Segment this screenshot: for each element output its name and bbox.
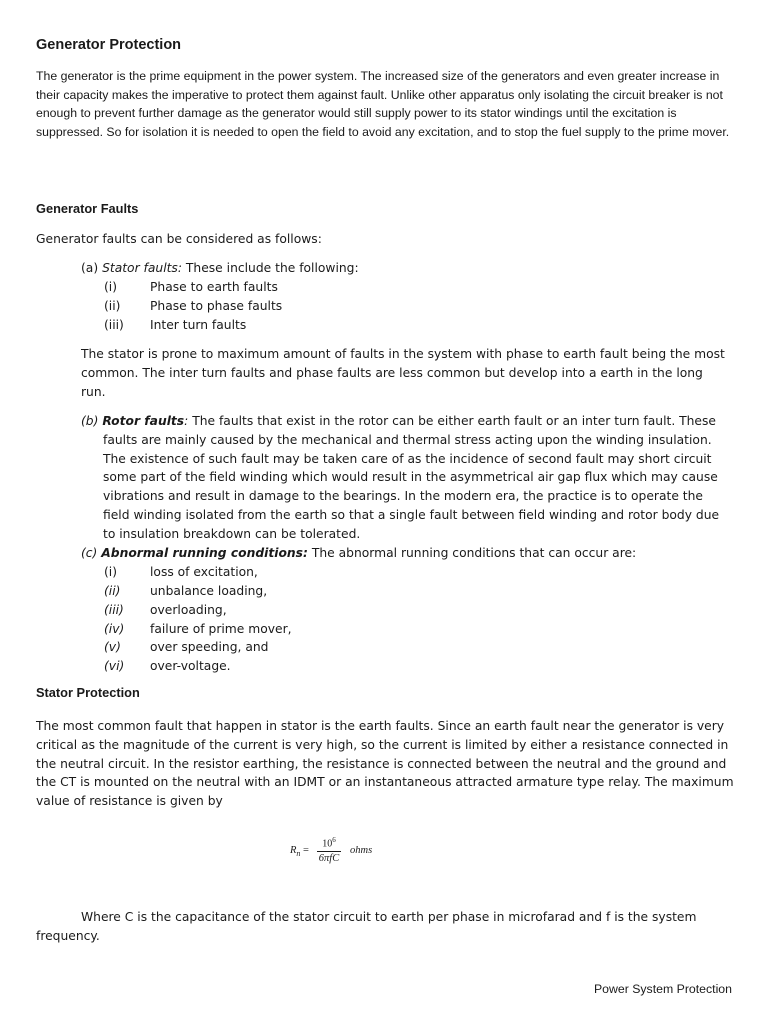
stator-faults-heading [81,259,359,278]
page-footer: Power System Protection [593,982,732,996]
rotor-faults-colon: : [184,414,189,428]
faults-heading: Generator Faults [36,201,139,216]
page-title: Generator Protection [36,37,182,53]
stator-paragraph: The stator is prone to maximum amount of faults in the system with phase to earth fault being the most common. The inter turn faults and phase faults are less common but develop into a earth in the long run. [81,347,725,399]
abnormal-heading [81,544,636,563]
formula-unit: ohms [350,845,373,856]
faults-lead: Generator faults can be considered as follows: [36,232,322,246]
abnormal-text: The abnormal running conditions that can occur are: [311,546,637,560]
abnormal-label: Abnormal running conditions: [101,546,308,560]
stator-protection-paragraph: The most common fault that happen in stator is the earth faults. Since an earth fault near the generator is very critical as the magnitude of the current is very high, so the current is limited by either a resistance connected in the neutral circuit. In the resistor earthing, the resistance is connected between the neutral and the ground and the CT is mounted on the neutral with an IDMT or an instantaneous attracted armature type relay. The maximum value of resistance is given by [36,719,734,809]
stator-faults-label: Stator faults: [102,261,182,275]
where-paragraph: Where C is the capacitance of the stator circuit to earth per phase in microfarad and f is the system frequency. [36,910,697,943]
formula-fraction [317,834,341,865]
abnormal-marker: (c) [81,546,98,560]
document-page: Generator Protection The generator is the prime equipment in the power system. The increased size of the generators and even greater increase in their capacity makes the imperative to protect them against fault. Unlike other apparatus only isolating the circuit breaker is not enough to prevent further damage as the generator would still supply power to its stator windings until the excitation is suppressed. So for isolation it is needed to open the field to avoid any excitation, and to stop the fuel supply to the prime mover. Generator Faults Generator faults can be considered as follows: (a) Stator faults: These include the following: (i) Phase to earth faults (ii) Phase to phase faults (iii) Inter turn faults The stator is prone to maximum amount of faults in the system with phase to earth fault being the most common. The inter turn faults and phase faults are less common but develop into a earth in the long run. (b) Rotor faults: The faults that exist in the rotor can be either earth fault or an inter turn fault. These faults are mainly caused by the mechanical and thermal stress acting upon the winding insulation. The existence of such fault may be taken care of as the incidence of second fault may short circuit some part of the field winding which would result in the asymmetrical air gap flux which may cause vibrations and result in damage to the bearings. In the modern era, the practice is to operate the field winding isolated from the earth so that a single fault between field winding and rotor body due to insulation breakdown can be tolerated. (c) Abnormal running conditions: The abnormal running conditions that can occur are: (i) loss of excitation, (ii) unbalance loading, (iii) overloading, (iv) failure of prime mover, (v) over speeding, and (vi) over-voltage. Stator Protection The most common fault that happen in stator is the earth faults. Since an earth fault near the generator is very critical as the magnitude of the current is very high, so the current is limited by either a resistance connected in the neutral circuit. In the resistor earthing, the resistance is connected between the neutral and the ground and the CT is mounted on the neutral with an IDMT or an instantaneous attracted armature type relay. The maximum value of resistance is given by $R_n$ = $10^6$ 6πfC ohms Where C is the capacitance of the stator circuit to earth per phase in microfarad and f is the system frequency. Power System Protection [0,0,768,1024]
stator-faults-text: These include the following: [185,261,359,275]
stator-protection-heading: Stator Protection [36,685,140,700]
formula-numerator: $10^6$ [322,836,336,850]
formula-lhs: $R_n$ = [290,845,309,859]
stator-faults-marker: (a) [81,261,99,275]
rotor-faults-label: Rotor faults [102,414,185,428]
intro-paragraph: The generator is the prime equipment in the power system. The increased size of the generators and even greater increase in their capacity makes the imperative to protect them against fault. Unlike other apparatus only isolating the circuit breaker is not enough to prevent further damage as the generator would still supply power to its stator windings until the excitation is suppressed. So for isolation it is needed to open the field to avoid any excitation, and to stop the fuel supply to the prime mover. [36,69,730,140]
rotor-faults-paragraph [81,412,731,544]
formula-denominator: 6πfC [318,853,340,865]
resistance-formula [290,834,390,868]
rotor-faults-text: The faults that exist in the rotor can be either earth fault or an inter turn fault. These faults are mainly caused by the mechanical and thermal stress acting upon the winding insulation. The existence of such fault may be taken care of as the incidence of second fault may short circuit some part of the field winding which would result in the asymmetrical air gap flux which may cause vibrations and result in damage to the bearings. In the modern era, the practice is to operate the field winding isolated from the earth so that a single fault between field winding and rotor body due to insulation breakdown can be tolerated. [103,414,720,541]
fraction-bar [317,851,341,852]
rotor-faults-marker: (b) [81,414,99,428]
